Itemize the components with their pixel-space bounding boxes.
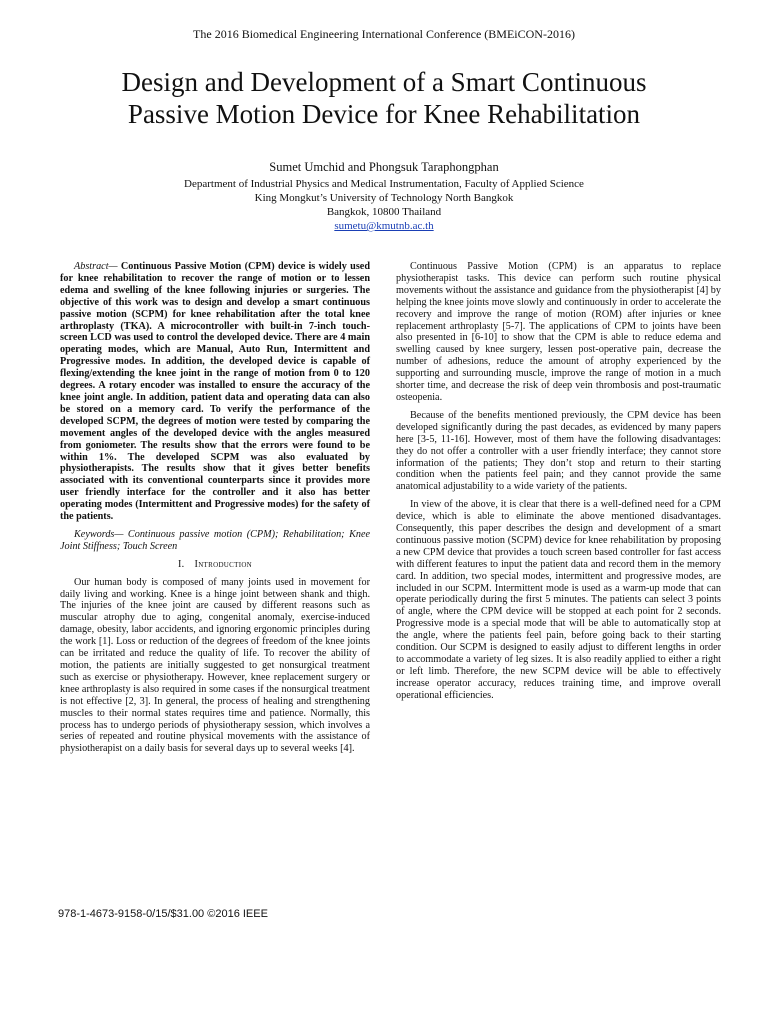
left-column	[60, 261, 370, 761]
author-email-link[interactable]: sumetu@kmutnb.ac.th	[334, 220, 434, 232]
right-paragraph-2: Because of the benefits mentioned previously, the CPM device has been developed significantly during the past decades, as evidenced by many papers here [3-5, 11-16]. However, most of them have the following disadvantages: they do not offer a controller with a user friendly interface; they cannot store information of the patients; They don’t stop and return to their starting condition when the patients feel pain; and they cannot provide the same anatomical adjustability to a wide variety of the patients.	[396, 409, 721, 493]
copyright-footer: 978-1-4673-9158-0/15/$31.00 ©2016 IEEE	[58, 908, 268, 920]
affiliation-line-2: King Mongkut’s University of Technology North Bangkok	[254, 192, 514, 204]
section-number: I.	[177, 558, 185, 570]
affiliation	[0, 177, 768, 233]
authors: Sumet Umchid and Phongsuk Taraphongphan	[269, 160, 499, 174]
right-paragraph-3: In view of the above, it is clear that there is a well-defined need for a CPM device, which is able to eliminate the above mentioned disadvantages. Consequently, this paper describes the design and development of a smart continuous passive motion (SCPM) device for knee rehabilitation by proposing a new CPM device that provides a touch screen based controller for fast access with different features to input the patient data and record them in the memory card. In addition, two special modes, intermittent and progressive modes, are included in our SCPM. Intermittent mode is used as a warm-up mode that can operate periodically during the first 5 minutes. The patients can select 3 points of angle, where the CPM device will be stopped at each point for 2 seconds. Progressive mode is a special mode that will be able to automatically stop at the angle, where the patients feel pain, before going back to their starting condition. Our SCPM is designed to easily adjust to different lengths in order to accommodate a variety of leg sizes. It is also readily applied to either a right or left limb. Therefore, the new SCPM device will be able to effectively increase operator accuracy, reduces training time, and improve overall operational efficiencies.	[396, 499, 721, 701]
abstract	[60, 261, 370, 523]
abstract-lead: Abstract—	[74, 261, 118, 272]
section-title-initial: I	[194, 558, 199, 570]
abstract-text: Continuous Passive Motion (CPM) device is widely used for knee rehabilitation to recover the range of motion or to lessen edema and swelling of the knee following injuries or surgeries. The objective of this work was to design and develop a smart continuous passive motion (SCPM) for knee rehabilitation after the total knee arthroplasty (TKA). A microcontroller with built-in 7-inch touch-screen LCD was used to control the developed device. There are 4 main operating modes, which are Manual, Auto Run, Intermittent and Progressive modes. In addition, the developed device is capable of flexing/extending the knee joint in the range of motion from 0 to 120 degrees. A rotary encoder was installed to ensure the accuracy of the knee joint angle. In addition, patient data and operating data can also be stored on a memory card. To verify the performance of the developed SCPM, the degrees of motion were tested by comparing the movement angles of the developed device with the angles measured from goniometer. The results show that the errors were found to be within 1%. The developed SCPM was also evaluated by physiotherapists. The results show that it gives better benefits associated with its conventional counterparts since it provides more user friendly interface for the controller and it also has better operating modes (Intermittent and Progressive modes) for the safety of the patients.	[60, 261, 370, 523]
section-title-rest: ntroduction	[198, 558, 253, 570]
keywords: Keywords— Continuous passive motion (CPM); Rehabilitation; Knee Joint Stiffness; Touch Screen	[60, 528, 370, 552]
right-paragraph-1: Continuous Passive Motion (CPM) is an apparatus to replace physiotherapist tasks. This device can perform such routine physical movements without the assistance and guidance from the physiotherapist [4] by helping the knee joints move slowly and continuously in order to accelerate the recovery and improve the range of motion (ROM) after injuries or knee replacement arthroplasty [5-7]. The applications of CPM to joints have been also presented in [6-10] to show that the CPM is able to reduce edema and swelling caused by knee surgery, lessen post-operative pain, decrease the number of adhesions, reduce the amount of atrophy experienced by the supporting and surrounding muscle, improve the range of motion in a much shorter time, and decrease the risk of deep vein thrombosis and post-traumatic osteopenia.	[396, 261, 721, 403]
right-column	[396, 261, 721, 708]
affiliation-line-1: Department of Industrial Physics and Medical Instrumentation, Faculty of Applied Science	[184, 178, 584, 190]
section-heading-introduction	[60, 559, 370, 571]
paper-title	[40, 66, 728, 130]
affiliation-line-3: Bangkok, 10800 Thailand	[326, 206, 442, 218]
left-paragraph: Our human body is composed of many joints used in movement for daily living and working. Knee is a hinge joint between shank and thigh. The injuries of the knee joint are caused by different reasons such as muscular atrophy due to aging, congenital anomaly, exercise-induced damage, obesity, labor accidents, and ignoring ergonomic principles during the work [1]. Loss or reduction of the degrees of freedom of the knee joints can be irritated and reduce the quality of life. To recover the ability of motion, the patients are initially suggested to get nonsurgical treatment such as exercise or physiotherapy. However, knee replacement surgery or knee arthroplasty is also required in some cases if the nonsurgical treatment is not effective [2, 3]. In general, the process of healing and strengthening muscles to their normal states requires time and patience. Normally, this process has to undergo periods of physiotherapy session, which involves a series of repeated and routine physical movements with the assistance of physiotherapist on a daily basis for several days up to several weeks [4].	[60, 576, 370, 755]
title-line-2: Passive Motion Device for Knee Rehabilitation	[127, 99, 641, 129]
conference-header: The 2016 Biomedical Engineering International Conference (BMEiCON-2016)	[193, 27, 575, 41]
title-line-1: Design and Development of a Smart Continuous	[121, 67, 647, 97]
